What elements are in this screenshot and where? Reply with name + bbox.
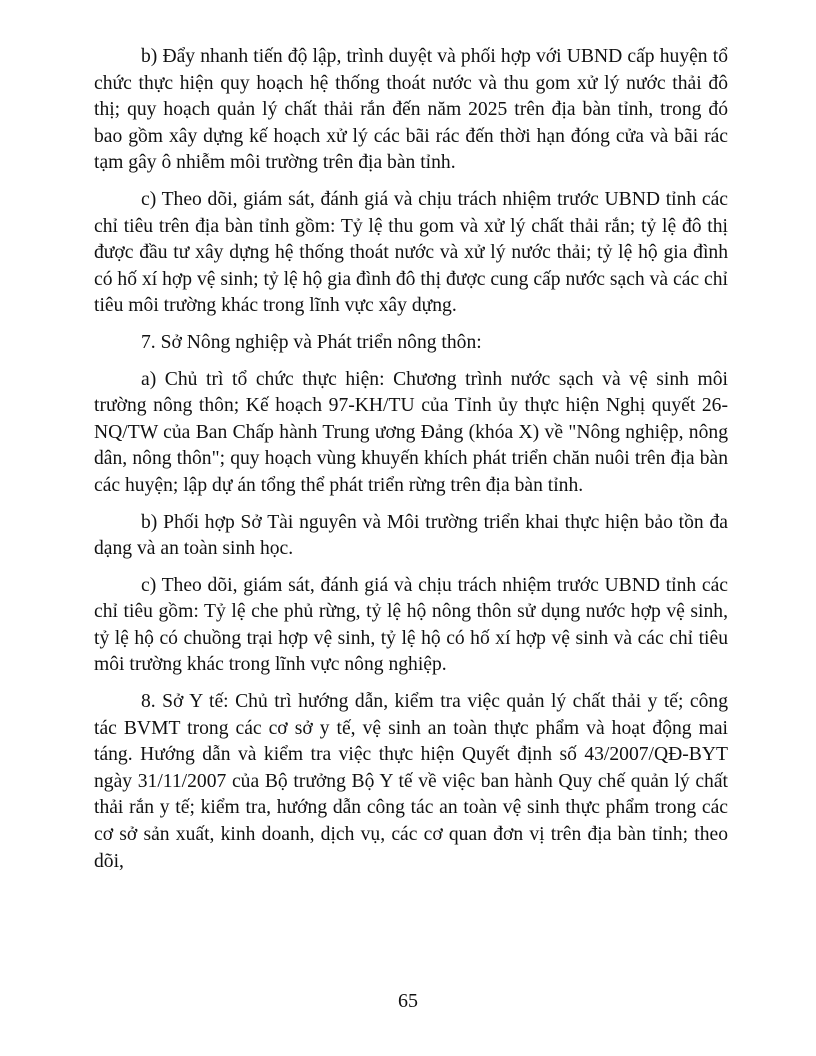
- paragraph-agriculture-a: a) Chủ trì tổ chức thực hiện: Chương trình nước sạch và vệ sinh môi trường nông thôn; Kế hoạch 97-KH/TU của Tỉnh ủy thực hiện Nghị quyết 26-NQ/TW của Ban Chấp hành Trung ương Đảng (khóa X) về "Nông nghiệp, nông dân, nông thôn"; quy hoạch vùng khuyến khích phát triển chăn nuôi trên địa bàn các huyện; lập dự án tổng thể phát triển rừng trên địa bàn tỉnh.: [94, 368, 728, 496]
- section-heading-agriculture: 7. Sở Nông nghiệp và Phát triển nông thôn:: [141, 331, 482, 353]
- page-number: 65: [398, 990, 418, 1012]
- paragraph-construction-b: b) Đẩy nhanh tiến độ lập, trình duyệt và phối hợp với UBND cấp huyện tổ chức thực hiện quy hoạch hệ thống thoát nước và thu gom xử lý nước thải đô thị; quy hoạch quản lý chất thải rắn đến năm 2025 trên địa bàn tỉnh, trong đó bao gồm xây dựng kế hoạch xử lý các bãi rác đến thời hạn đóng cửa và bãi rác tạm gây ô nhiễm môi trường trên địa bàn tỉnh.: [94, 46, 728, 174]
- paragraph-construction-c: c) Theo dõi, giám sát, đánh giá và chịu trách nhiệm trước UBND tỉnh các chỉ tiêu trên địa bàn tỉnh gồm: Tỷ lệ thu gom và xử lý chất thải rắn; tỷ lệ đô thị được đầu tư xây dựng hệ thống thoát nước và xử lý nước thải; tỷ lệ hộ gia đình có hố xí hợp vệ sinh; tỷ lệ hộ gia đình đô thị được cung cấp nước sạch và các chỉ tiêu môi trường khác trong lĩnh vực xây dựng.: [94, 188, 728, 317]
- paragraph-agriculture-b: b) Phối hợp Sở Tài nguyên và Môi trường triển khai thực hiện bảo tồn đa dạng và an toàn sinh học.: [94, 511, 728, 560]
- paragraph-agriculture-c: c) Theo dõi, giám sát, đánh giá và chịu trách nhiệm trước UBND tỉnh các chỉ tiêu gồm: Tỷ lệ che phủ rừng, tỷ lệ hộ nông thôn sử dụng nước hợp vệ sinh, tỷ lệ hộ có chuồng trại hợp vệ sinh, tỷ lệ hộ có hố xí hợp vệ sinh và các chỉ tiêu môi trường khác trong lĩnh vực nông nghiệp.: [94, 574, 728, 676]
- document-body: [94, 44, 728, 885]
- paragraph-health: 8. Sở Y tế: Chủ trì hướng dẫn, kiểm tra việc quản lý chất thải y tế; công tác BVMT trong các cơ sở y tế, vệ sinh an toàn thực phẩm và hoạt động mai táng. Hướng dẫn và kiểm tra việc thực hiện Quyết định số 43/2007/QĐ-BYT ngày 31/11/2007 của Bộ trưởng Bộ Y tế về việc ban hành Quy chế quản lý chất thải rắn y tế; kiểm tra, hướng dẫn công tác an toàn vệ sinh thực phẩm trong các cơ sở sản xuất, kinh doanh, dịch vụ, các cơ quan đơn vị trên địa bàn tỉnh; theo dõi,: [94, 691, 728, 872]
